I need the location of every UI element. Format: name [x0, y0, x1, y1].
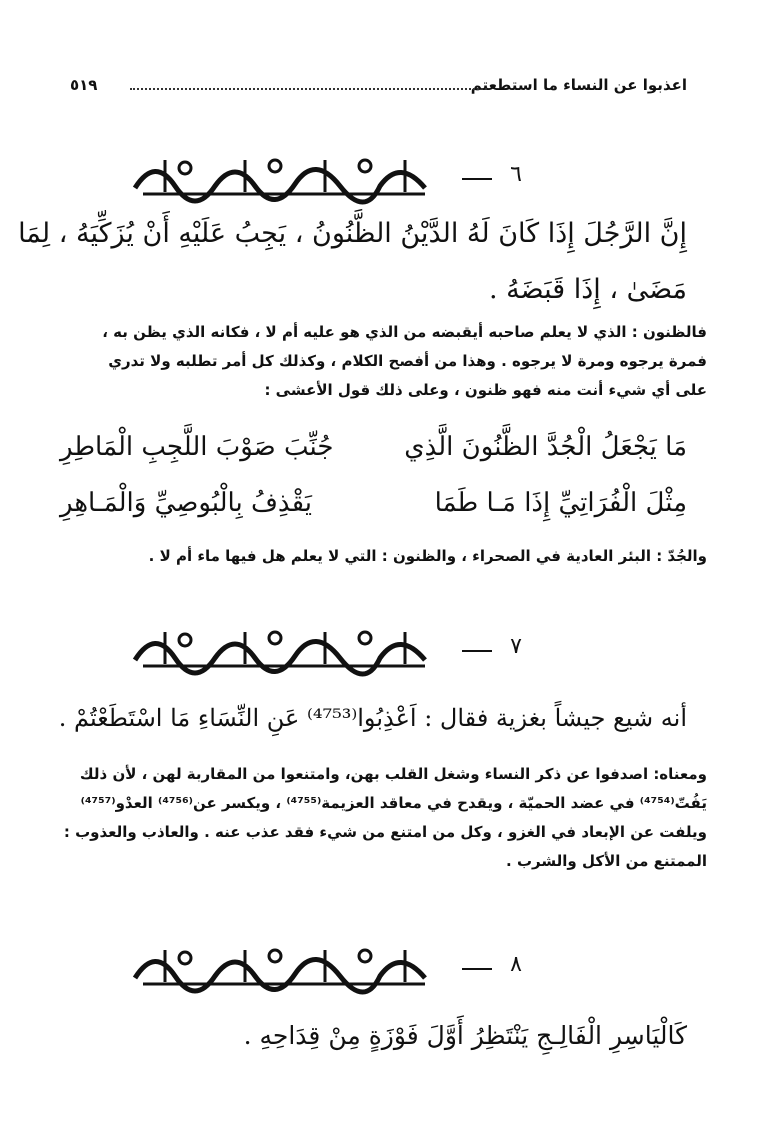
hadith-line: مَضَىٰ ، إِذَا قَبَضَهُ .	[489, 274, 687, 305]
section-7-heading	[70, 620, 687, 678]
calligraphy-heading-ornament	[125, 620, 435, 678]
poem-line-1-second-hemistich: جُنِّبَ صَوْبَ اللَّجِبِ الْمَاطِرِ	[60, 432, 334, 462]
commentary-line: فالظنون : الذي لا يعلم صاحبه أيقبضه من الذي هو عليه أم لا ، فكانه الذي يظن به ،	[102, 323, 707, 341]
hadith-line: إِنَّ الرَّجُلَ إِذَا كَانَ لَهُ الدَّيْنُ الظَّنُونُ ، يَجِبُ عَلَيْهِ أَنْ يُزَكِّيَهُ ، لِمَا	[18, 218, 687, 249]
hadith-line: أنه شيع جيشاً بغزية فقال : اَعْذِبُوا⁽⁴⁷⁵³⁾ عَنِ النِّسَاءِ مَا اسْتَطَعْتُمْ .	[58, 704, 687, 732]
section-number: ٧	[510, 634, 522, 659]
note-line: والجُدّ : البئر العادية في الصحراء ، والظنون : التي لا يعلم هل فيها ماء أم لا .	[148, 547, 707, 565]
page-number: ٥١٩	[70, 76, 98, 94]
calligraphy-heading-ornament	[125, 148, 435, 206]
poem-line-1-first-hemistich: مَا يَجْعَلُ الْجُدَّ الظَّنُونَ الَّذِي	[404, 432, 687, 462]
note	[60, 542, 707, 571]
hadith-line: كَالْيَاسِرِ الْفَالِـجِ يَنْتَظِرُ أَوَّلَ فَوْزَةٍ مِنْ قِدَاحِهِ .	[243, 1021, 687, 1050]
header-title: اعذبوا عن النساء ما استطعتم	[470, 76, 687, 94]
header-leader-dots	[130, 88, 487, 90]
heading-dash	[462, 650, 492, 652]
hadith-text	[55, 690, 687, 746]
hadith-text	[18, 206, 687, 318]
commentary-line: ويلفت عن الإبعاد في الغزو ، وكل من امتنع من شيء فقد عذب عنه . والعاذب والعذوب :	[63, 823, 707, 841]
section-8-heading	[70, 938, 687, 996]
commentary-line: فمرة يرجوه ومرة لا يرجوه . وهذا من أفصح الكلام ، وكذلك كل أمر تطلبه ولا تدري	[108, 352, 707, 370]
heading-dash	[462, 968, 492, 970]
commentary	[60, 318, 707, 405]
poem-line-2-first-hemistich: مِثْلَ الْفُرَاتِيِّ إِذَا مَـا طَمَا	[434, 488, 687, 518]
commentary-line: الممتنع من الأكل والشرب .	[506, 852, 707, 870]
calligraphy-heading-ornament	[125, 938, 435, 996]
commentary	[60, 760, 707, 876]
commentary-line: ومعناه: اصدفوا عن ذكر النساء وشغل القلب بهن، وامتنعوا من المقاربة لهن ، لأن ذلك	[79, 765, 707, 783]
commentary-line: على أي شيء أنت منه فهو ظنون ، وعلى ذلك قول الأعشى :	[264, 381, 707, 399]
section-number: ٦	[510, 162, 522, 187]
poem-line-2-second-hemistich: يَقْذِفُ بِالْبُوصِيِّ وَالْمَـاهِرِ	[60, 488, 312, 518]
section-number: ٨	[510, 952, 522, 977]
commentary-line: يَفُتّ⁽⁴⁷⁵⁴⁾ في عضد الحميّة ، ويقدح في معاقد العزيمة⁽⁴⁷⁵⁵⁾ ، ويكسر عن⁽⁴⁷⁵⁶⁾ العدْو⁽⁴⁷⁵⁷⁾	[80, 794, 707, 812]
section-6-heading	[70, 148, 687, 206]
running-header	[70, 76, 687, 100]
hadith-text	[55, 1008, 687, 1064]
heading-dash	[462, 178, 492, 180]
